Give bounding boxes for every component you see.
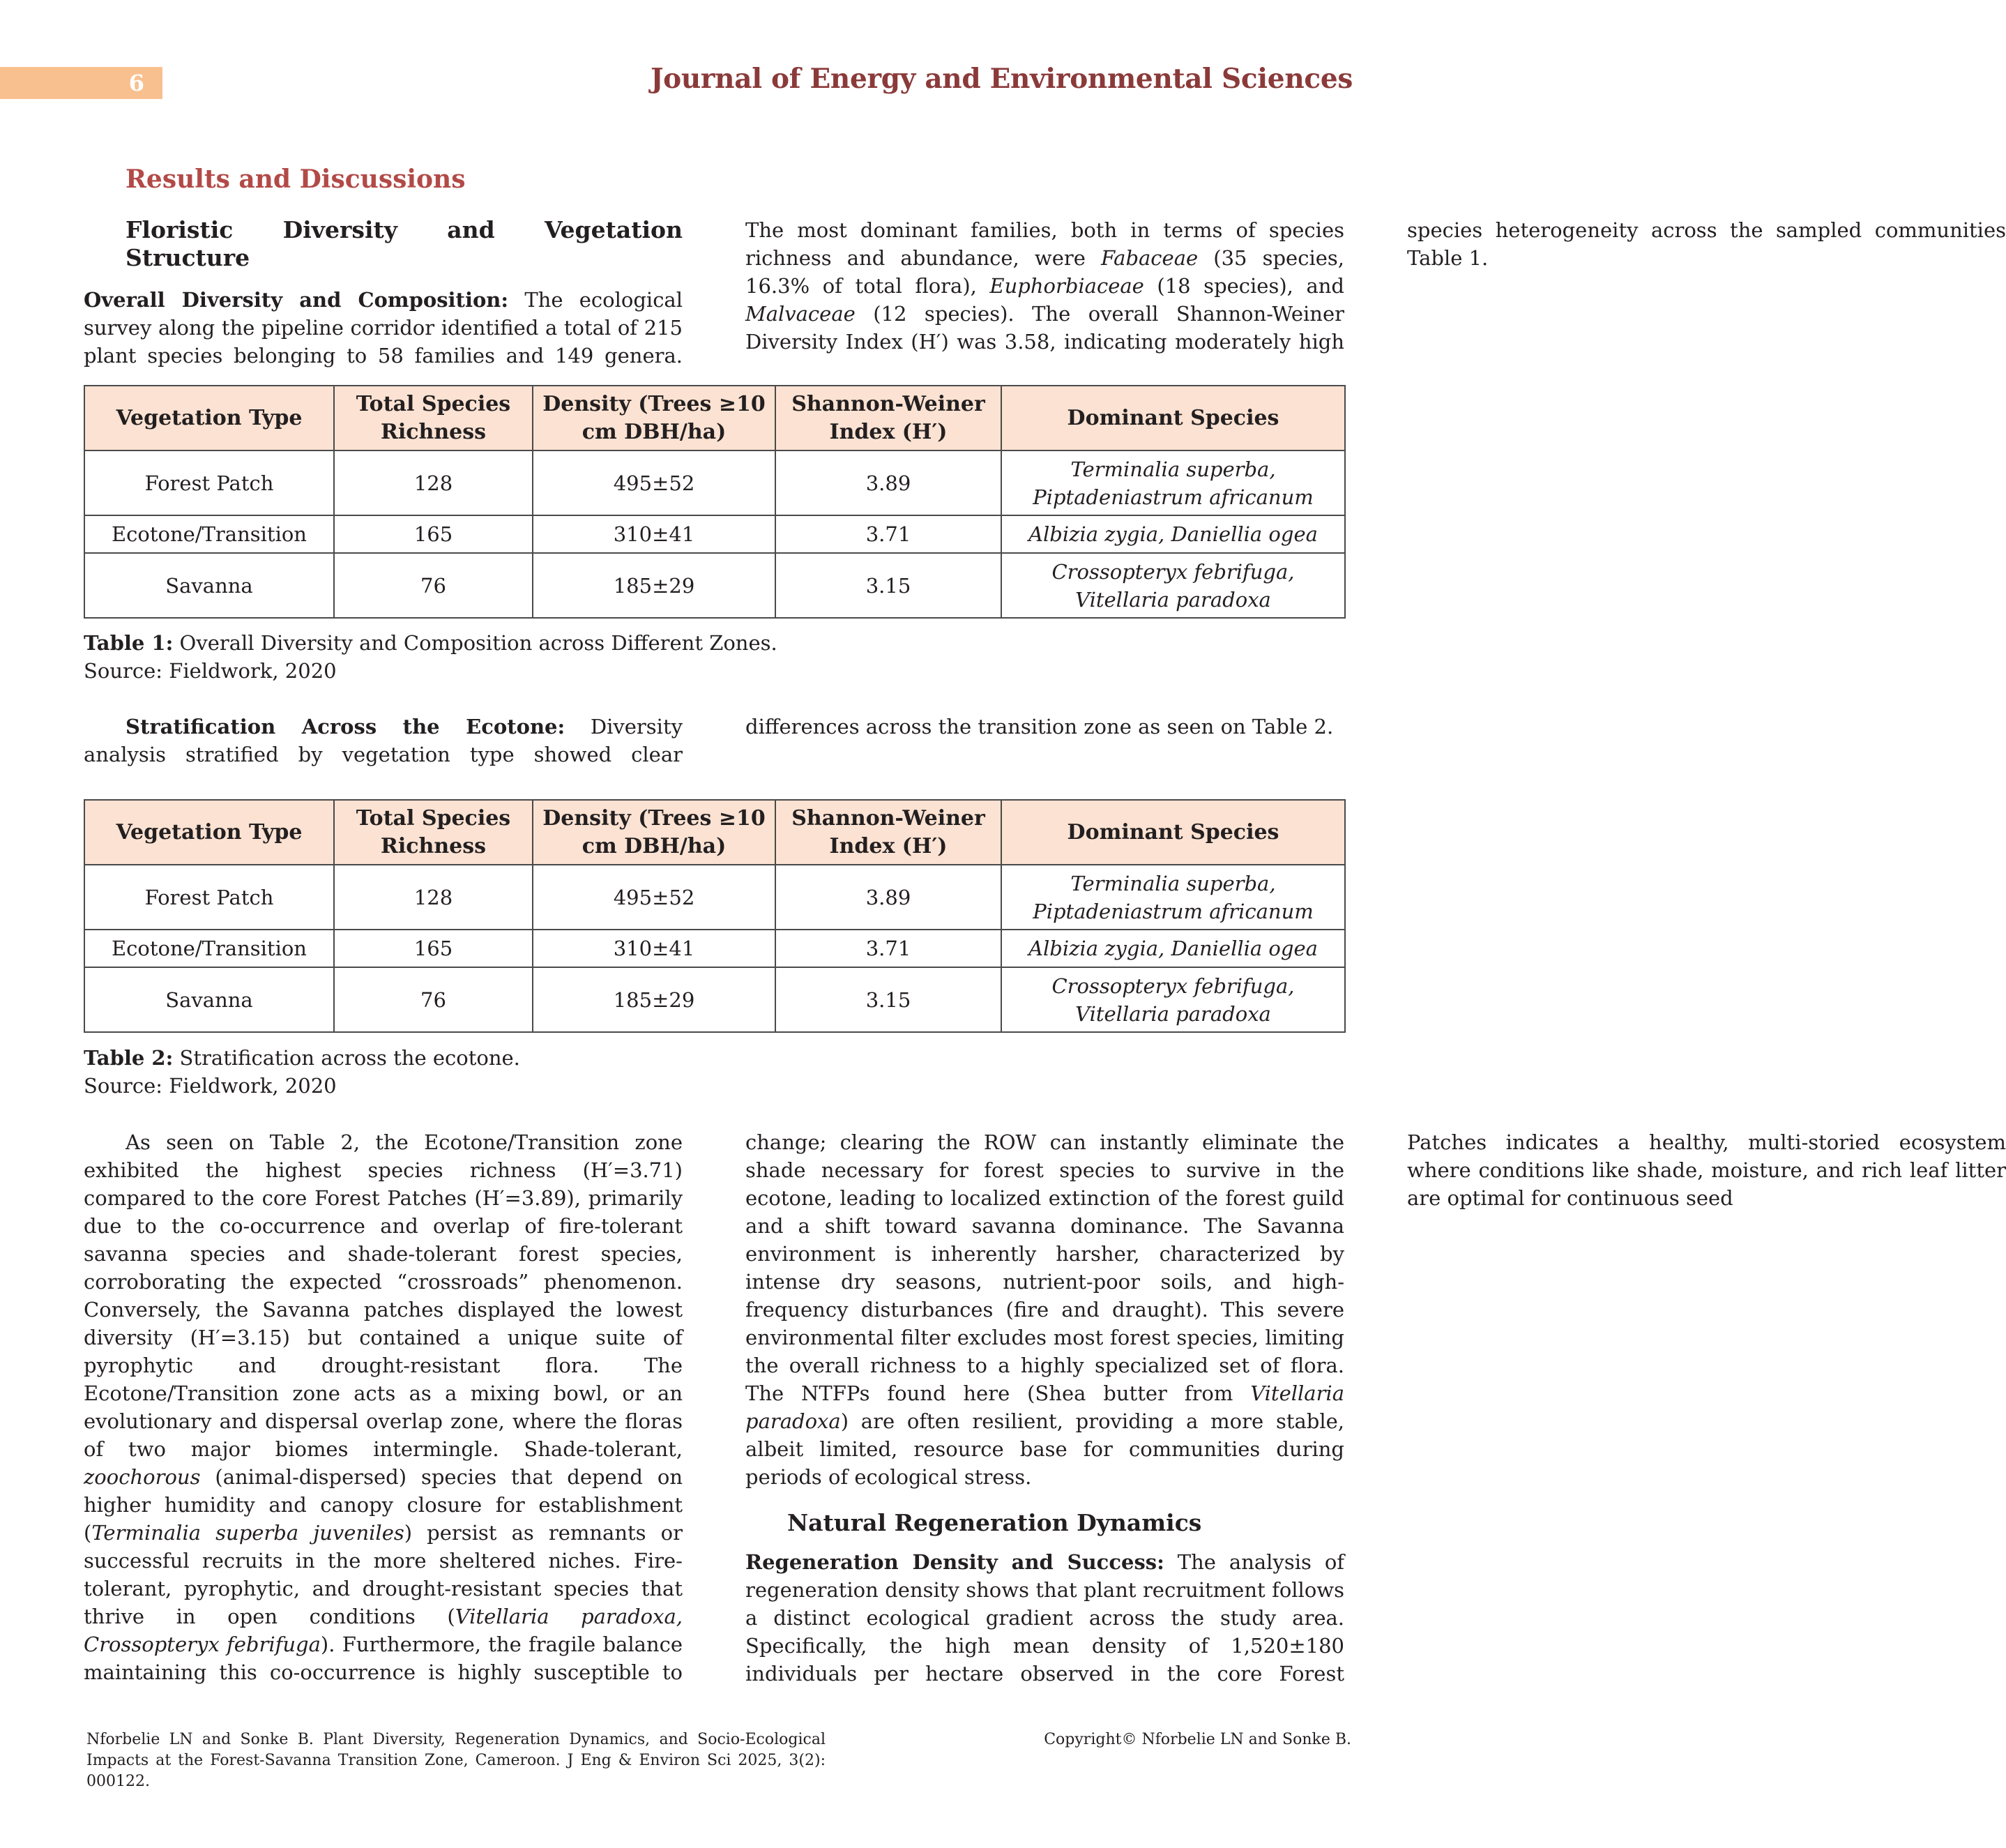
table-row	[84, 967, 1345, 1032]
cell-richness: 165	[334, 930, 533, 967]
stratification-text: Diversity analysis stratified by vegetation type showed clear differences across the transition zone as seen on Table 2.	[84, 715, 1334, 766]
regeneration-heading: Natural Regeneration Dynamics	[787, 1509, 1202, 1536]
cell-density: 185±29	[533, 553, 775, 618]
intro-text: (18 species), and	[1143, 274, 1344, 298]
cell-type: Ecotone/Transition	[84, 515, 334, 553]
discussion-italic: Terminalia superba juveniles	[91, 1521, 404, 1545]
cell-type: Savanna	[84, 967, 334, 1032]
table-2-caption	[84, 1044, 520, 1100]
footer-citation: Nforbelie LN and Sonke B. Plant Diversity, Regeneration Dynamics, and Socio-Ecological Impacts at the Forest-Savanna Transition Zone, Cameroon. J Eng & Environ Sci 2025, 3(2): 000122.	[86, 1731, 826, 1790]
cell-density: 310±41	[533, 515, 775, 553]
cell-index: 3.15	[775, 967, 1001, 1032]
caption-text: Overall Diversity and Composition across Different Zones.	[173, 631, 777, 655]
intro-text: (12 species). The overall Shannon-Weiner Diversity Index (H′) was 3.58, indicating moderately high species heterogeneity across the sampled communities Table 1.	[745, 218, 2006, 354]
cell-species: Albizia zygia, Daniellia ogea	[1001, 930, 1345, 967]
header-richness: Total Species Richness	[334, 386, 533, 450]
discussion-text: ). Furthermore, the fragile balance maintaining this co-occurrence is highly susceptible to change; clearing the ROW can instantly eliminate the shade necessary for forest species to survive in the ecotone, leading to localized extinction of the forest guild and a shift toward savanna dominance. The Savanna environment is inherently harsher, characterized by intense dry seasons, nutrient-poor soils, and high-frequency disturbances (fire and draught). This severe environmental filter excludes most forest species, limiting the overall richness to a highly specialized set of flora. The NTFPs found here (Shea butter from	[84, 1130, 1344, 1684]
cell-richness: 165	[334, 515, 533, 553]
table-row	[84, 450, 1345, 515]
cell-richness: 128	[334, 450, 533, 515]
header-shannon-index: Shannon-Weiner Index (H′)	[775, 800, 1001, 865]
header-dominant-species: Dominant Species	[1001, 800, 1345, 865]
caption-label: Table 1:	[84, 631, 174, 655]
table-row	[84, 930, 1345, 967]
cell-density: 495±52	[533, 865, 775, 930]
discussion-italic: Vitellaria paradoxa	[745, 1381, 1344, 1433]
cell-density: 310±41	[533, 930, 775, 967]
caption-label: Table 2:	[84, 1046, 174, 1070]
cell-density: 185±29	[533, 967, 775, 1032]
caption-text: Stratification across the ecotone.	[173, 1046, 520, 1070]
header-density: Density (Trees ≥10 cm DBH/ha)	[533, 800, 775, 865]
cell-species: Crossopteryx febrifuga, Vitellaria paradoxa	[1001, 967, 1345, 1032]
section-subtitle: Floristic Diversity and Vegetation Structure	[126, 216, 683, 271]
caption-source: Source: Fieldwork, 2020	[84, 1074, 337, 1098]
cell-richness: 76	[334, 553, 533, 618]
cell-density: 495±52	[533, 450, 775, 515]
cell-type: Savanna	[84, 553, 334, 618]
header-vegetation-type: Vegetation Type	[84, 800, 334, 865]
cell-index: 3.15	[775, 553, 1001, 618]
family-name: Euphorbiaceae	[989, 274, 1144, 298]
cell-type: Forest Patch	[84, 450, 334, 515]
header-dominant-species: Dominant Species	[1001, 386, 1345, 450]
table-row	[84, 553, 1345, 618]
table-row	[84, 865, 1345, 930]
cell-index: 3.71	[775, 930, 1001, 967]
discussion-block	[84, 1128, 2006, 1693]
cell-richness: 128	[334, 865, 533, 930]
header-richness: Total Species Richness	[334, 800, 533, 865]
cell-type: Ecotone/Transition	[84, 930, 334, 967]
discussion-text: ) persist as remnants or successful recruits in the more sheltered niches. Fire-tolerant, pyrophytic, and drought-resistant species that thrive in open conditions (	[84, 1521, 683, 1628]
stratification-lead: Stratification Across the Ecotone:	[126, 715, 565, 739]
header-shannon-index: Shannon-Weiner Index (H′)	[775, 386, 1001, 450]
regeneration-text: The analysis of regeneration density shows that plant recruitment follows a distinct ecological gradient across the study area. Specifically, the high mean density of 1,520±180 individuals per hectare observed in the core Forest Patches indicates a healthy, multi-storied ecosystem where conditions like shade, moisture, and rich leaf litter are optimal for continuous seed	[745, 1130, 2006, 1686]
cell-species: Albizia zygia, Daniellia ogea	[1001, 515, 1345, 553]
journal-title: Journal of Energy and Environmental Sciences	[651, 63, 1353, 95]
discussion-text: As seen on Table 2, the Ecotone/Transition zone exhibited the highest species richness (H′=3.71) compared to the core Forest Patches (H′=3.89), primarily due to the co-occurrence and overlap of fire-tolerant savanna species and shade-tolerant forest species, corroborating the expected “crossroads” phenomenon. Conversely, the Savanna patches displayed the lowest diversity (H′=3.15) but contained a unique suite of pyrophytic and drought-resistant flora. The Ecotone/Transition zone acts as a mixing bowl, or an evolutionary and dispersal overlap zone, where the floras of two major biomes intermingle. Shade-tolerant,	[84, 1130, 683, 1461]
cell-species: Terminalia superba, Piptadeniastrum africanum	[1001, 450, 1345, 515]
section-title: Results and Discussions	[126, 165, 466, 194]
intro-text: The ecological survey along the pipeline corridor identified a total of 215 plant species belonging to 58 families and 149 genera. The most dominant families, both in terms of species richness and abundance, were	[84, 218, 1344, 368]
discussion-italic: zoochorous	[84, 1465, 201, 1489]
caption-source: Source: Fieldwork, 2020	[84, 659, 337, 683]
discussion-text: (animal-dispersed) species that depend on higher humidity and canopy closure for establishment (	[84, 1465, 683, 1545]
family-name: Malvaceae	[745, 302, 856, 326]
discussion-text: ) are often resilient, providing a more stable, albeit limited, resource base for communities during periods of ecological stress.	[745, 1409, 1344, 1489]
discussion-italic: Vitellaria paradoxa, Crossopteryx febrifuga	[84, 1605, 683, 1656]
cell-type: Forest Patch	[84, 865, 334, 930]
cell-index: 3.71	[775, 515, 1001, 553]
header-density: Density (Trees ≥10 cm DBH/ha)	[533, 386, 775, 450]
table-row	[84, 515, 1345, 553]
intro-text: (35 species, 16.3% of total flora),	[745, 246, 1344, 298]
cell-richness: 76	[334, 967, 533, 1032]
table-1	[84, 385, 1346, 619]
family-name: Fabaceae	[1101, 246, 1199, 270]
cell-index: 3.89	[775, 865, 1001, 930]
stratification-paragraph	[84, 713, 1344, 768]
header-vegetation-type: Vegetation Type	[84, 386, 334, 450]
regeneration-lead: Regeneration Density and Success:	[745, 1550, 1164, 1574]
footer-copyright: Copyright© Nforbelie LN and Sonke B.	[1044, 1731, 1351, 1748]
intro-block	[84, 216, 2006, 384]
stratification-block	[84, 713, 1344, 768]
table-header-row	[84, 800, 1345, 865]
cell-species: Crossopteryx febrifuga, Vitellaria paradoxa	[1001, 553, 1345, 618]
table-header-row	[84, 386, 1345, 450]
page-number: 6	[0, 67, 162, 99]
table-1-caption	[84, 629, 777, 685]
table-2	[84, 799, 1346, 1033]
cell-index: 3.89	[775, 450, 1001, 515]
cell-species: Terminalia superba, Piptadeniastrum africanum	[1001, 865, 1345, 930]
intro-lead: Overall Diversity and Composition:	[84, 288, 509, 312]
